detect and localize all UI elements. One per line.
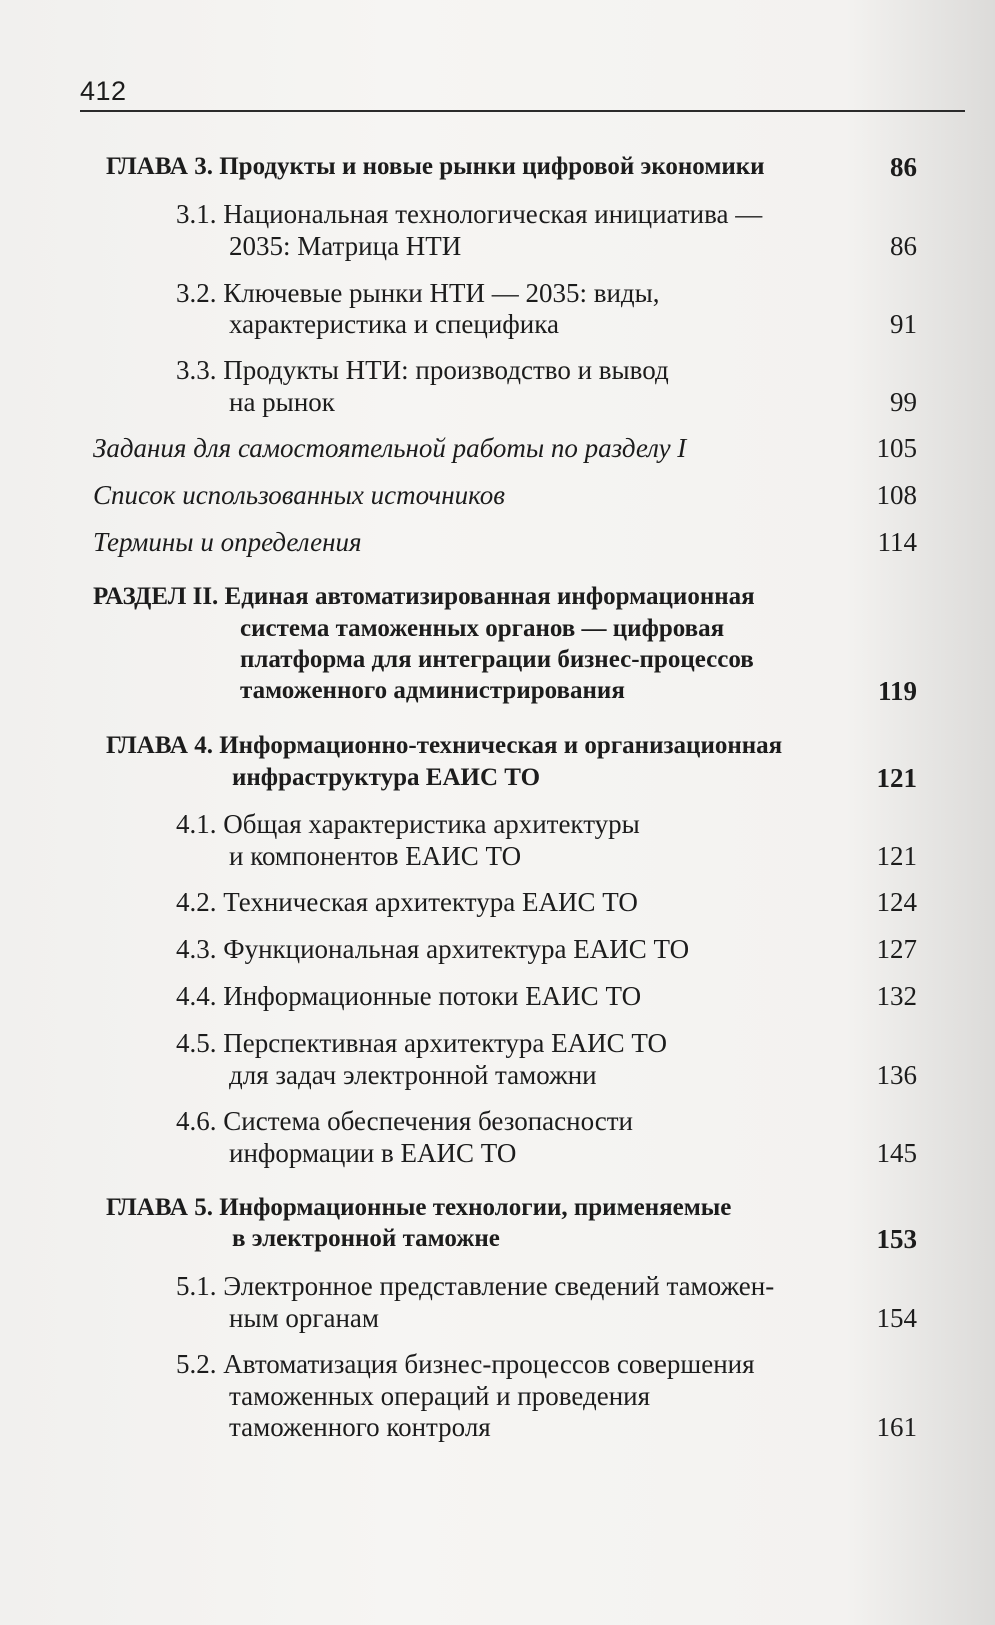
toc-assignments-page: 105	[876, 433, 917, 463]
toc-assignments-title: Задания для самостоятельной работы по разделу I	[93, 433, 687, 463]
toc-part-2-line-2: система таможенных органов — цифровая	[240, 615, 725, 642]
toc-chapter-3-page: 86	[890, 152, 917, 182]
toc-section-4-6-line-1: 4.6. Система обеспечения безопасности	[176, 1106, 633, 1136]
toc-glossary-page: 114	[877, 527, 917, 557]
toc-section-3-1-page: 86	[890, 231, 917, 261]
toc-section-4-5-line-2: для задач электронной таможни	[229, 1060, 597, 1090]
toc-section-4-1-page: 121	[876, 841, 917, 871]
page-number: 412	[80, 76, 127, 106]
toc-section-4-6-line-2: информации в ЕАИС ТО	[229, 1138, 517, 1168]
toc-part-2-page: 119	[877, 676, 917, 706]
toc-part-2-line-4: таможенного администрирования	[240, 677, 625, 704]
toc-chapter-5-line-1: ГЛАВА 5. Информационные технологии, применяемые	[106, 1194, 732, 1221]
toc-chapter-3-title: ГЛАВА 3. Продукты и новые рынки цифровой экономики	[106, 153, 765, 180]
toc-glossary-title: Термины и определения	[93, 527, 362, 557]
toc-section-5-1-page: 154	[876, 1303, 917, 1333]
toc-section-4-5-page: 136	[876, 1060, 917, 1090]
toc-section-5-2-line-1: 5.2. Автоматизация бизнес-процессов совершения	[176, 1349, 755, 1379]
toc-section-4-1-line-1: 4.1. Общая характеристика архитектуры	[176, 809, 640, 839]
toc-section-4-4-title: 4.4. Информационные потоки ЕАИС ТО	[176, 981, 642, 1011]
toc-chapter-4-page: 121	[876, 763, 917, 793]
toc-section-4-2-title: 4.2. Техническая архитектура ЕАИС ТО	[176, 887, 638, 917]
toc-section-3-3-line-2: на рынок	[229, 387, 335, 417]
toc-section-4-1-line-2: и компонентов ЕАИС ТО	[229, 841, 522, 871]
toc-section-4-6-page: 145	[876, 1138, 917, 1168]
toc-chapter-4-line-1: ГЛАВА 4. Информационно-техническая и организационная	[106, 732, 783, 759]
toc-chapter-5-line-2: в электронной таможне	[232, 1225, 500, 1252]
toc-part-2-line-1: РАЗДЕЛ II. Единая автоматизированная информационная	[93, 583, 755, 610]
toc-part-2-line-3: платформа для интеграции бизнес-процессов	[240, 646, 754, 673]
toc-section-3-1-line-2: 2035: Матрица НТИ	[229, 231, 462, 261]
toc-section-3-2-page: 91	[890, 309, 917, 339]
toc-section-3-1-line-1: 3.1. Национальная технологическая инициатива —	[176, 199, 763, 229]
toc-section-4-2-page: 124	[876, 887, 917, 917]
toc-section-5-2-line-2: таможенных операций и проведения	[229, 1381, 651, 1411]
toc-section-3-3-line-1: 3.3. Продукты НТИ: производство и вывод	[176, 355, 669, 385]
toc-section-4-4-page: 132	[876, 981, 917, 1011]
toc-section-5-2-page: 161	[876, 1412, 917, 1442]
toc-references-page: 108	[876, 480, 917, 510]
toc-section-4-5-line-1: 4.5. Перспективная архитектура ЕАИС ТО	[176, 1028, 668, 1058]
toc-section-3-2-line-2: характеристика и специфика	[229, 309, 559, 339]
toc-references-title: Список использованных источников	[93, 480, 505, 510]
toc-section-4-3-title: 4.3. Функциональная архитектура ЕАИС ТО	[176, 934, 690, 964]
toc-chapter-4-line-2: инфраструктура ЕАИС ТО	[232, 764, 541, 791]
toc-section-5-1-line-1: 5.1. Электронное представление сведений таможен-	[176, 1271, 775, 1301]
toc-section-5-1-line-2: ным органам	[229, 1303, 380, 1333]
toc-section-3-3-page: 99	[890, 387, 917, 417]
toc-section-3-2-line-1: 3.2. Ключевые рынки НТИ — 2035: виды,	[176, 278, 660, 308]
toc-chapter-5-page: 153	[876, 1224, 917, 1254]
toc-section-4-3-page: 127	[876, 934, 917, 964]
toc-section-5-2-line-3: таможенного контроля	[229, 1412, 491, 1442]
